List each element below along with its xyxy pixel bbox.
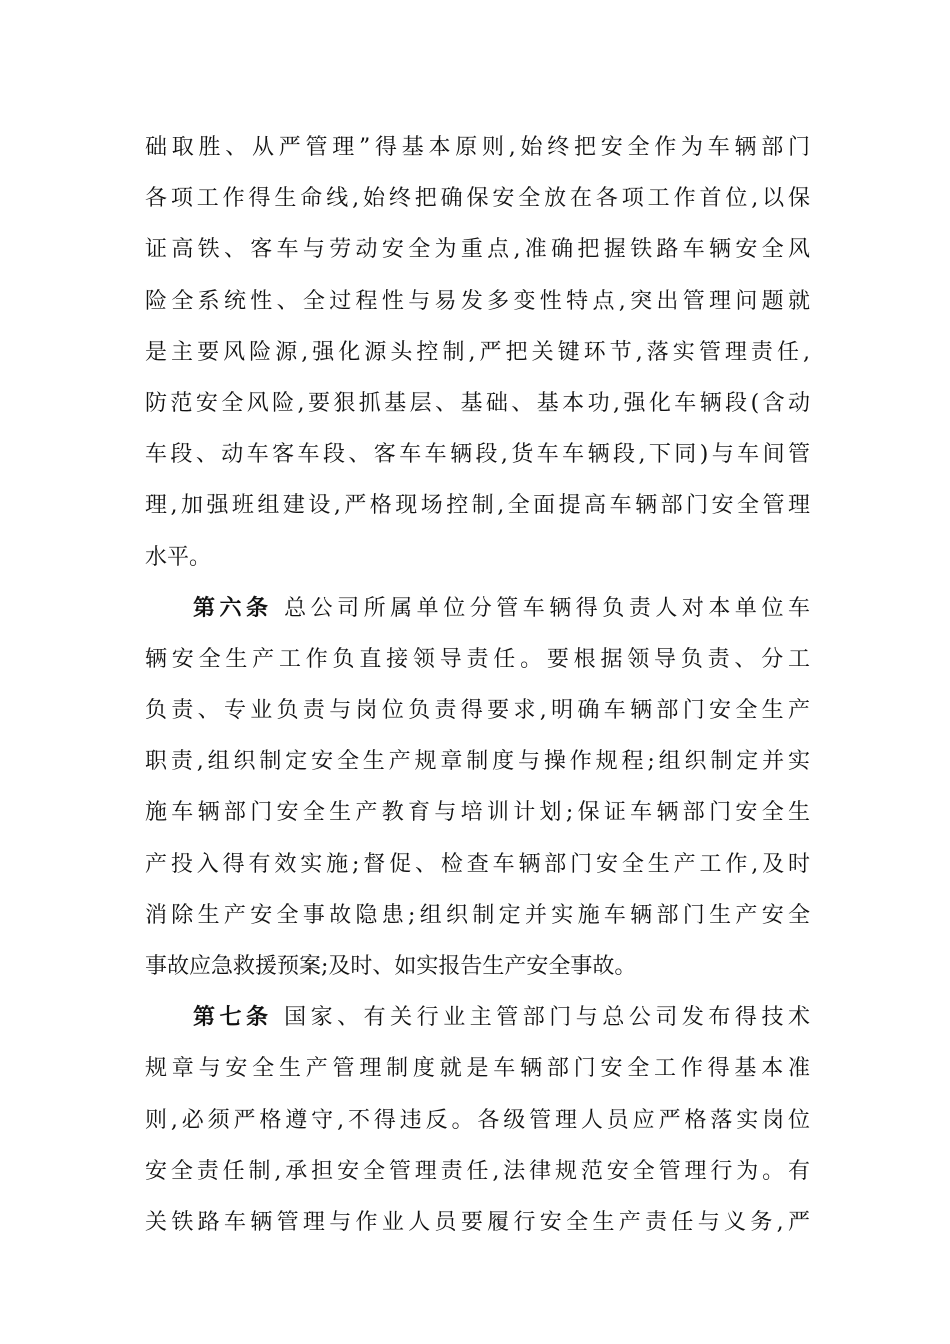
- text-line: 础取胜、从严管理”得基本原则,始终把安全作为车辆部门: [145, 135, 810, 160]
- text-line: 负责、专业负责与岗位负责得要求,明确车辆部门安全生产: [145, 698, 810, 724]
- article-first-line: [145, 998, 810, 1049]
- text-line: 安全责任制,承担安全管理责任,法律规范安全管理行为。有: [145, 1158, 810, 1184]
- text-line: 职责,组织制定安全生产规章制度与操作规程;组织制定并实: [145, 749, 810, 775]
- text-line: 施车辆部门安全生产教育与培训计划;保证车辆部门安全生: [145, 800, 810, 826]
- article-6: [145, 589, 810, 999]
- article-label: 第六条: [193, 595, 273, 621]
- text-line: 是主要风险源,强化源头控制,严把关键环节,落实管理责任,: [145, 339, 810, 365]
- paragraph-continuation: [145, 128, 810, 589]
- article-first-line: [145, 589, 810, 640]
- text-line: 证高铁、客车与劳动安全为重点,准确把握铁路车辆安全风: [145, 237, 810, 263]
- text-line: 关铁路车辆管理与作业人员要履行安全生产责任与义务,严: [145, 1209, 810, 1235]
- article-label: 第七条: [193, 1005, 273, 1031]
- text-line: 事故应急救援预案;及时、如实报告生产安全事故。: [145, 954, 637, 979]
- text-line: 产投入得有效实施;督促、检查车辆部门安全生产工作,及时: [145, 851, 810, 877]
- text-line: 水平。: [145, 544, 212, 570]
- article-7: [145, 998, 810, 1254]
- text-line: 则,必须严格遵守,不得违反。各级管理人员应严格落实岗位: [145, 1107, 810, 1133]
- text-line: 辆安全生产工作负直接领导责任。要根据领导负责、分工: [145, 646, 810, 672]
- text-line: 防范安全风险,要狠抓基层、基础、基本功,强化车辆段(含动: [145, 390, 810, 416]
- text-line: 消除生产安全事故隐患;组织制定并实施车辆部门生产安全: [145, 902, 810, 928]
- document-body: [145, 128, 810, 1254]
- text-line: 理,加强班组建设,严格现场控制,全面提高车辆部门安全管理: [145, 493, 810, 519]
- article-text: 总公司所属单位分管车辆得负责人对本单位车: [284, 595, 810, 621]
- text-line: 规章与安全生产管理制度就是车辆部门安全工作得基本准: [145, 1056, 810, 1082]
- article-text: 国家、有关行业主管部门与总公司发布得技术: [284, 1005, 810, 1031]
- text-line: 车段、动车客车段、客车车辆段,货车车辆段,下同)与车间管: [145, 442, 810, 468]
- text-line: 险全系统性、全过程性与易发多变性特点,突出管理问题就: [145, 288, 810, 314]
- text-line: 各项工作得生命线,始终把确保安全放在各项工作首位,以保: [145, 186, 810, 212]
